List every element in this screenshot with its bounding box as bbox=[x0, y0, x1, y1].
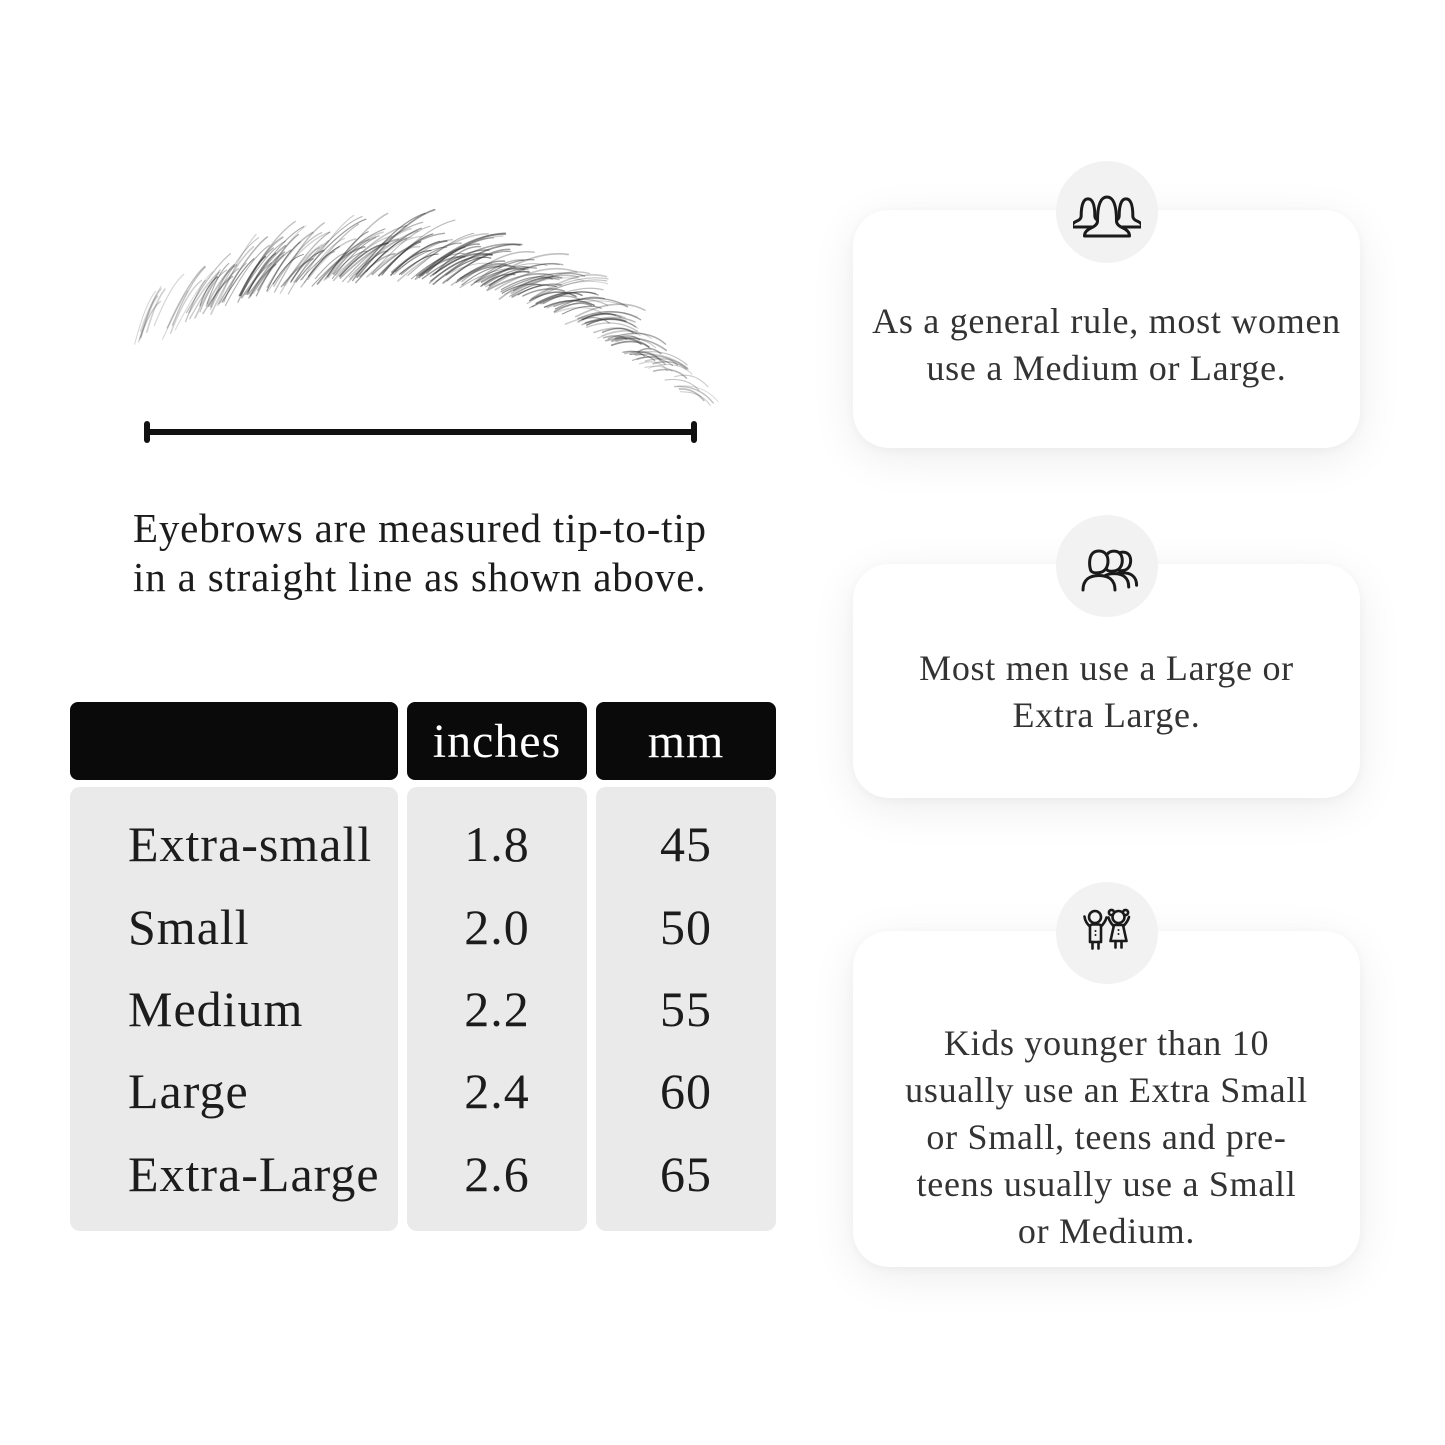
table-cell-label: Medium bbox=[128, 981, 304, 1038]
table-column-mm bbox=[596, 787, 776, 1231]
measurement-end-tick-right bbox=[691, 421, 697, 443]
table-cell-mm: 50 bbox=[660, 898, 712, 955]
table-cell-label: Large bbox=[128, 1063, 249, 1120]
size-table bbox=[70, 702, 776, 1231]
kids-icon bbox=[1073, 905, 1141, 961]
table-cell-inches: 2.0 bbox=[464, 898, 530, 955]
card-icon-circle bbox=[1056, 515, 1158, 617]
table-header-row bbox=[70, 702, 776, 780]
table-body bbox=[70, 787, 776, 1231]
eyebrow-sketch bbox=[128, 242, 703, 412]
table-column-inches bbox=[407, 787, 587, 1231]
caption-line-1: Eyebrows are measured tip-to-tip bbox=[133, 505, 707, 551]
table-header-cell-mm: mm bbox=[596, 702, 776, 780]
card-text: Kids younger than 10 usually use an Extra Small or Small, teens and pre-teens usually use a Small or Medium. bbox=[905, 1022, 1308, 1251]
card-icon-circle bbox=[1056, 882, 1158, 984]
women-group-icon bbox=[1073, 186, 1141, 238]
card-text: Most men use a Large or Extra Large. bbox=[919, 648, 1294, 735]
table-cell-inches: 1.8 bbox=[464, 816, 530, 873]
caption-line-2: in a straight line as shown above. bbox=[133, 554, 707, 600]
table-cell-mm: 55 bbox=[660, 981, 712, 1038]
men-group-icon bbox=[1073, 540, 1141, 592]
table-cell-label: Extra-Large bbox=[128, 1145, 380, 1202]
measurement-bar bbox=[144, 429, 697, 435]
table-cell-inches: 2.6 bbox=[464, 1145, 530, 1202]
table-header-cell-inches: inches bbox=[407, 702, 587, 780]
card-text: As a general rule, most women use a Medium or Large. bbox=[872, 301, 1341, 388]
table-cell-label: Extra-small bbox=[128, 816, 373, 873]
measurement-caption bbox=[133, 504, 707, 602]
table-cell-mm: 60 bbox=[660, 1063, 712, 1120]
table-cell-inches: 2.2 bbox=[464, 981, 530, 1038]
table-cell-label: Small bbox=[128, 898, 250, 955]
info-card-women bbox=[853, 210, 1360, 448]
card-icon-circle bbox=[1056, 161, 1158, 263]
table-column-size-labels bbox=[70, 787, 398, 1231]
table-cell-inches: 2.4 bbox=[464, 1063, 530, 1120]
table-cell-mm: 65 bbox=[660, 1145, 712, 1202]
info-card-men bbox=[853, 564, 1360, 798]
table-header-cell-blank bbox=[70, 702, 398, 780]
info-card-kids bbox=[853, 931, 1360, 1267]
table-cell-mm: 45 bbox=[660, 816, 712, 873]
measurement-line bbox=[144, 421, 697, 443]
